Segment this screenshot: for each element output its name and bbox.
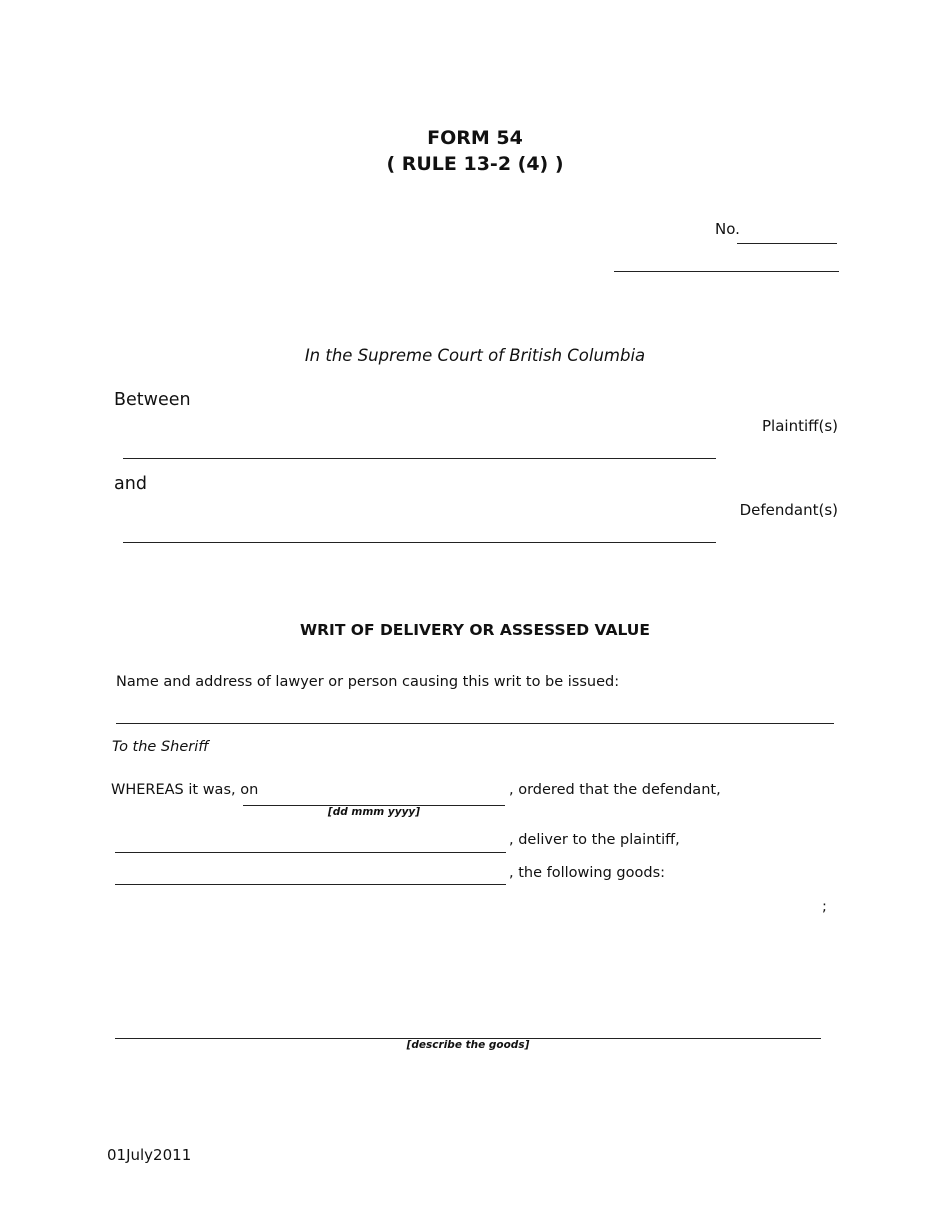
registry-field[interactable] [614, 271, 839, 272]
whereas-text: WHEREAS it was, on [111, 782, 259, 798]
lawyer-label: Name and address of lawyer or person causing this writ to be issued: [116, 674, 620, 690]
footer-date-code: 01July2011 [107, 1146, 192, 1164]
ordered-text: , ordered that the defendant, [509, 782, 721, 798]
to-sheriff: To the Sheriff [112, 739, 209, 755]
court-name: In the Supreme Court of British Columbia [304, 346, 646, 365]
and-label: and [114, 474, 147, 494]
plaintiff-field[interactable] [115, 884, 506, 885]
defendant-field[interactable] [115, 852, 506, 853]
file-number-field[interactable] [737, 243, 837, 244]
date-hint: [dd mmm yyyy] [327, 806, 421, 818]
lawyer-field[interactable] [116, 723, 834, 724]
plaintiff-name-field[interactable] [123, 458, 716, 459]
between-label: Between [114, 390, 191, 410]
rule-reference: ( RULE 13-2 (4) ) [386, 153, 564, 175]
document-title: WRIT OF DELIVERY OR ASSESSED VALUE [300, 621, 650, 639]
file-number-label: No. [715, 220, 740, 238]
defendant-name-field[interactable] [123, 542, 716, 543]
deliver-text: , deliver to the plaintiff, [509, 832, 680, 848]
defendant-label: Defendant(s) [739, 501, 838, 519]
form-title: FORM 54 [427, 127, 523, 149]
semicolon: ; [822, 899, 827, 915]
goods-hint: [describe the goods] [406, 1039, 530, 1051]
plaintiff-label: Plaintiff(s) [762, 417, 838, 435]
following-goods-text: , the following goods: [509, 865, 666, 881]
